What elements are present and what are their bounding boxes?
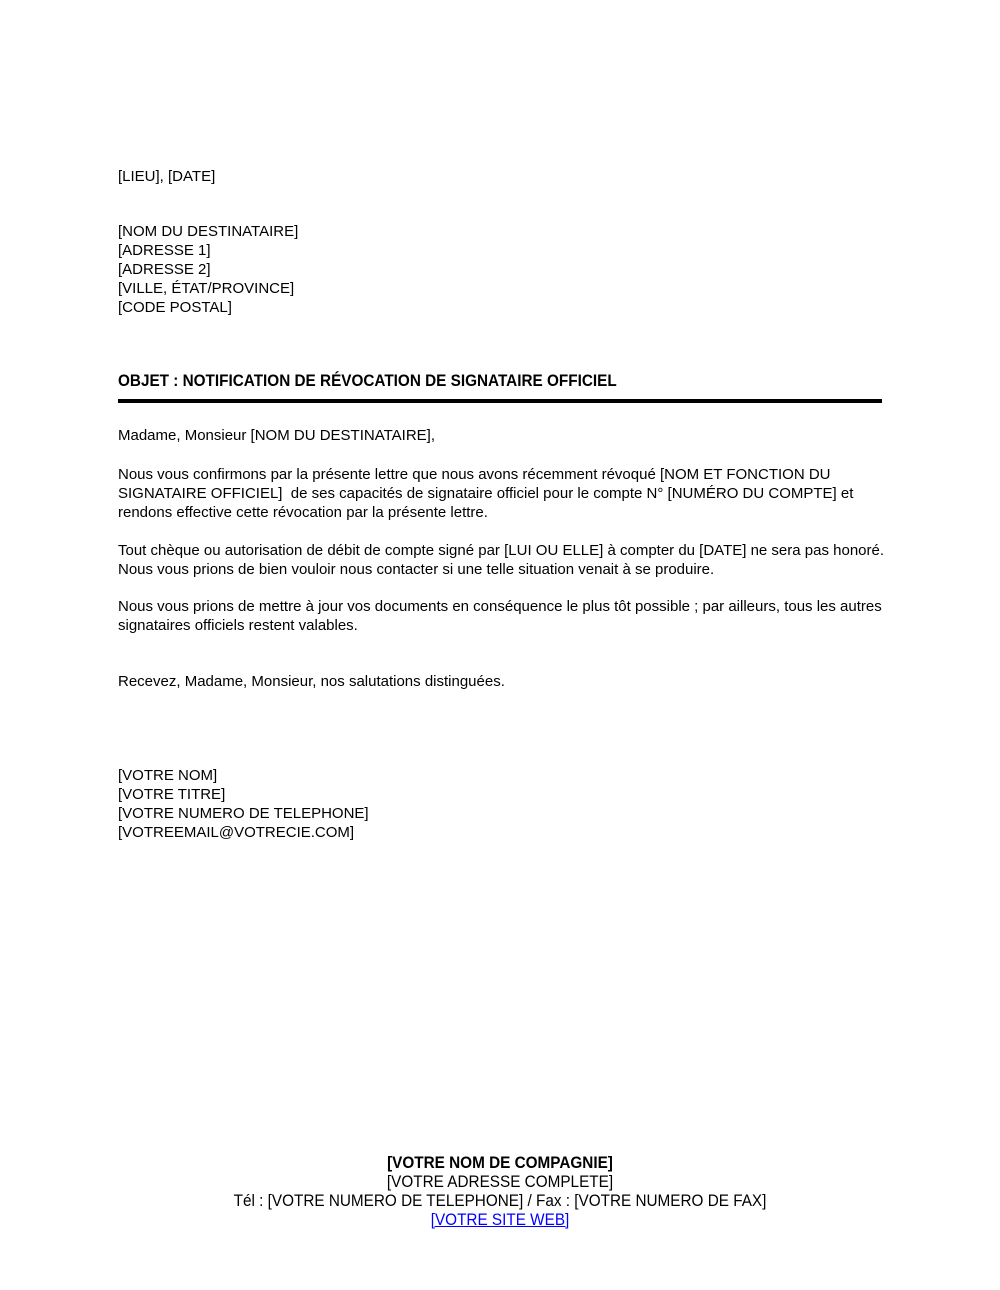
recipient-postal-line: [CODE POSTAL] <box>118 299 232 316</box>
signature-name-line: [VOTRE NOM] <box>118 767 218 784</box>
company-footer <box>0 1153 1000 1229</box>
signature-title-line: [VOTRE TITRE] <box>118 786 226 803</box>
footer-company-name: [VOTRE NOM DE COMPAGNIE] <box>387 1153 613 1172</box>
salutation: Madame, Monsieur [NOM DU DESTINATAIRE], <box>118 427 436 444</box>
body-paragraph-1: Nous vous confirmons par la présente lettre que nous avons récemment révoqué [NOM ET FONCTION DU SIGNATAIRE OFFICIEL] de ses capacités de signataire officiel pour le compte N° [NUMÉRO DU COMPTE] et rendons effective cette révocation par la présente lettre. <box>118 466 858 521</box>
recipient-block <box>118 222 298 317</box>
subject-line: OBJET : NOTIFICATION DE RÉVOCATION DE SIGNATAIRE OFFICIEL <box>118 371 617 390</box>
website-link[interactable]: [VOTRE SITE WEB] <box>430 1210 570 1229</box>
recipient-name-line: [NOM DU DESTINATAIRE] <box>118 223 299 240</box>
body-paragraph-2: Tout chèque ou autorisation de débit de compte signé par [LUI OU ELLE] à compter du [DATE] ne sera pas honoré. Nous vous prions de bien vouloir nous contacter si une telle situation venait à se produire. <box>118 542 889 578</box>
signature-phone-line: [VOTRE NUMERO DE TELEPHONE] <box>118 805 369 822</box>
subject-divider-rule <box>118 399 882 403</box>
signature-email-line: [VOTREEMAIL@VOTRECIE.COM] <box>118 824 355 841</box>
footer-tel-fax: Tél : [VOTRE NUMERO DE TELEPHONE] / Fax : [VOTRE NUMERO DE FAX] <box>233 1191 767 1210</box>
dateline: [LIEU], [DATE] <box>118 168 216 185</box>
footer-company-address: [VOTRE ADRESSE COMPLETE] <box>386 1172 614 1191</box>
recipient-address1-line: [ADRESSE 1] <box>118 242 211 259</box>
recipient-city-line: [VILLE, ÉTAT/PROVINCE] <box>118 280 295 297</box>
body-paragraph-3: Nous vous prions de mettre à jour vos documents en conséquence le plus tôt possible ; par ailleurs, tous les autres signataires officiels restent valables. <box>118 598 886 634</box>
closing-line: Recevez, Madame, Monsieur, nos salutations distinguées. <box>118 673 505 690</box>
signature-block <box>118 766 369 842</box>
recipient-address2-line: [ADRESSE 2] <box>118 261 211 278</box>
